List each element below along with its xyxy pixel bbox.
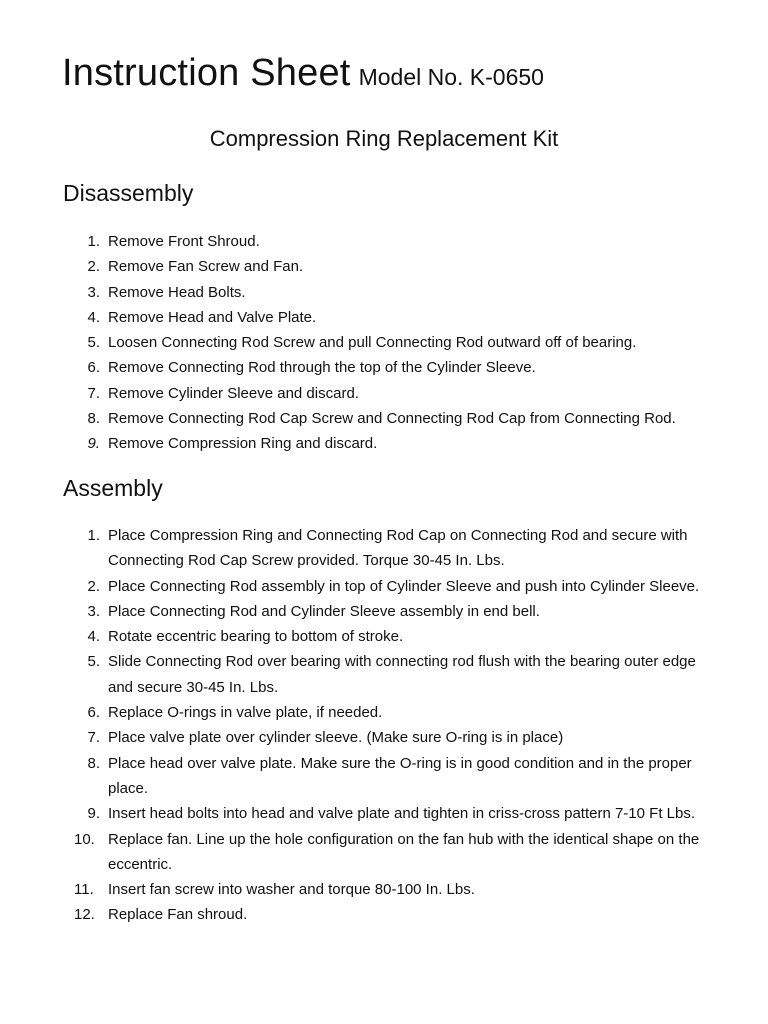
step-number: 12. [74,906,95,924]
step-text: Place head over valve plate. Make sure the O-ring is in good condition and in the proper place. [108,754,692,797]
model-number: Model No. K-0650 [358,64,544,90]
list-item [0,431,708,456]
list-item [0,624,708,649]
step-text: Rotate eccentric bearing to bottom of stroke. [108,628,404,646]
step-text: Loosen Connecting Rod Screw and pull Connecting Rod outward off of bearing. [108,334,637,352]
list-item [0,827,708,878]
step-number: 10. [74,830,95,848]
step-text: Remove Compression Ring and discard. [108,435,378,453]
list-item [0,902,708,927]
step-number: 1. [87,233,100,250]
list-item [0,330,708,355]
step-text: Replace O-rings in valve plate, if needed. [108,704,383,722]
step-number: 2. [87,577,100,595]
list-item [0,801,708,826]
step-text: Slide Connecting Rod over bearing with connecting rod flush with the bearing outer edge and secure 30-45 In. Lbs. [108,653,696,696]
list-item [0,229,708,254]
step-number: 7. [87,384,100,402]
step-text: Insert fan screw into washer and torque 80-100 In. Lbs. [108,881,475,899]
step-number: 5. [87,334,100,352]
step-number: 5. [87,653,100,671]
step-number: 8. [87,410,100,428]
list-item [0,700,708,725]
disassembly-heading: Disassembly [63,180,194,206]
step-text: Place valve plate over cylinder sleeve. (Make sure O-ring is in place) [108,729,564,747]
step-text: Place Compression Ring and Connecting Rod Cap on Connecting Rod and secure with Connecting Rod Cap Screw provided. Torque 30-45 In. Lbs. [108,527,688,570]
list-item [0,877,708,902]
step-number: 6. [87,704,100,722]
disassembly-steps [0,229,708,457]
step-number: 7. [87,729,100,747]
step-number: 3. [87,602,100,620]
step-text: Place Connecting Rod assembly in top of Cylinder Sleeve and push into Cylinder Sleeve. [108,577,700,595]
step-text: Remove Cylinder Sleeve and discard. [108,384,359,402]
step-text: Remove Front Shroud. [108,233,260,250]
step-text: Place Connecting Rod and Cylinder Sleeve assembly in end bell. [108,602,540,620]
step-text: Remove Head and Valve Plate. [108,308,317,326]
list-item [0,649,708,700]
list-item [0,599,708,624]
step-number: 11. [74,881,94,899]
list-item [0,725,708,750]
list-item [0,305,708,330]
list-item [0,574,708,599]
list-item [0,406,708,431]
step-number: 2. [87,258,100,276]
step-text: Replace Fan shroud. [108,906,248,924]
step-text: Remove Connecting Rod through the top of the Cylinder Sleeve. [108,359,536,377]
list-item [0,751,708,802]
list-item [0,523,708,574]
step-text: Insert head bolts into head and valve plate and tighten in criss-cross pattern 7-10 Ft Lbs. [108,805,696,823]
step-number: 1. [87,527,100,544]
list-item [0,355,708,380]
list-item [0,254,708,279]
list-item [0,381,708,406]
list-item [0,280,708,305]
step-number: 3. [87,283,100,301]
document-subtitle: Compression Ring Replacement Kit [209,126,559,151]
step-number: 6. [87,359,100,377]
assembly-steps [0,523,708,928]
step-number: 9. [87,805,100,823]
step-text: Remove Fan Screw and Fan. [108,258,304,276]
step-text: Remove Head Bolts. [108,283,246,301]
step-number: 8. [87,754,100,772]
step-number: 4. [87,628,100,646]
title-line [62,52,544,95]
step-number: 9. [87,435,100,453]
assembly-heading: Assembly [63,475,163,501]
step-text: Replace fan. Line up the hole configuration on the fan hub with the identical shape on the eccentric. [108,830,700,873]
step-number: 4. [87,308,100,326]
document-title: Instruction Sheet [62,52,351,94]
step-text: Remove Connecting Rod Cap Screw and Connecting Rod Cap from Connecting Rod. [108,410,676,428]
